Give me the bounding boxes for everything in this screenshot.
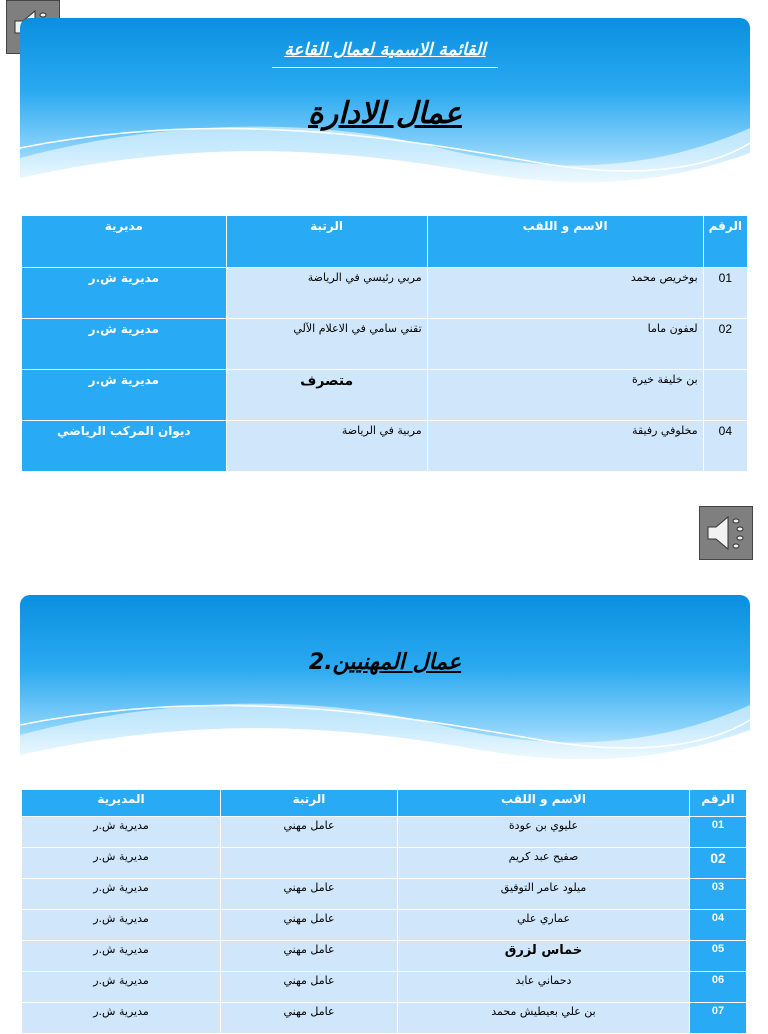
cell-rank: عامل مهني [221,910,398,941]
cell-name: خماس لزرق [398,941,690,972]
table-row [22,941,747,972]
slide-header-administration [20,18,750,198]
column-header-number: الرقم [703,216,747,268]
cell-directorate: مديرية ش.ر [22,910,221,941]
table-row [22,817,747,848]
cell-directorate: ديوان المركب الرياضي [22,421,227,472]
table-row [22,972,747,1003]
cell-number: 04 [703,421,747,472]
cell-rank: عامل مهني [221,879,398,910]
cell-name: بوخريص محمد [427,268,703,319]
table-row [22,421,748,472]
professional-workers-table [21,789,747,1034]
column-header-name: الاسم و اللقب [427,216,703,268]
cell-directorate: مديرية ش.ر [22,972,221,1003]
cell-name: بن علي بعيطيش محمد [398,1003,690,1034]
section-title-text: عمال المهنيين [332,650,462,675]
cell-number: 07 [690,1003,747,1034]
cell-rank: مربي رئيسي في الرياضة [226,268,427,319]
list-subtitle: القائمة الاسمية لعمال القاعة [284,40,486,60]
table-row [22,879,747,910]
cell-rank: متصرف [226,370,427,421]
cell-number [703,370,747,421]
cell-directorate: مديرية ش.ر [22,817,221,848]
cell-number: 02 [690,848,747,879]
cell-directorate: مديرية ش.ر [22,319,227,370]
column-header-directorate: مديرية [22,216,227,268]
cell-rank [221,848,398,879]
cell-rank: تقني سامي في الاعلام الآلي [226,319,427,370]
cell-directorate: مديرية ش.ر [22,879,221,910]
column-header-rank: الرتبة [221,790,398,817]
cell-number: 01 [690,817,747,848]
section-title-professional-workers [250,650,520,675]
cell-name: لعفون ماما [427,319,703,370]
column-header-rank: الرتبة [226,216,427,268]
table-row [22,1003,747,1034]
slide-header-professional-workers [20,595,750,775]
cell-directorate: مديرية ش.ر [22,1003,221,1034]
cell-directorate: مديرية ش.ر [22,268,227,319]
wave-decoration [20,685,750,775]
cell-name: مخلوفي رفيقة [427,421,703,472]
cell-number: 04 [690,910,747,941]
table-row [22,848,747,879]
cell-name: ميلود عامر التوفيق [398,879,690,910]
cell-rank: عامل مهني [221,972,398,1003]
cell-number: 02 [703,319,747,370]
table-row [22,319,748,370]
cell-number: 06 [690,972,747,1003]
cell-rank: عامل مهني [221,1003,398,1034]
cell-name: دحماني عابد [398,972,690,1003]
cell-name: بن خليفة خيرة [427,370,703,421]
cell-name: صفيح عبد كريم [398,848,690,879]
table-row [22,268,748,319]
subtitle-underline [272,67,498,68]
table-header-row [22,790,747,817]
cell-directorate: مديرية ش.ر [22,941,221,972]
cell-directorate: مديرية ش.ر [22,370,227,421]
table-header-row [22,216,748,268]
column-header-name: الاسم و اللقب [398,790,690,817]
table-row [22,910,747,941]
column-header-number: الرقم [690,790,747,817]
cell-rank: عامل مهني [221,941,398,972]
cell-number: 03 [690,879,747,910]
speaker-icon[interactable] [699,506,753,560]
cell-rank: عامل مهني [221,817,398,848]
cell-name: عماري علي [398,910,690,941]
cell-number: 01 [703,268,747,319]
cell-name: عليوي بن عودة [398,817,690,848]
column-header-directorate: المديرية [22,790,221,817]
cell-directorate: مديرية ش.ر [22,848,221,879]
section-title-number: .2 [308,650,333,675]
administration-staff-table [21,215,748,472]
cell-rank: مربية في الرياضة [226,421,427,472]
cell-number: 05 [690,941,747,972]
section-title-administration: عمال الادارة [308,96,462,131]
table-row [22,370,748,421]
